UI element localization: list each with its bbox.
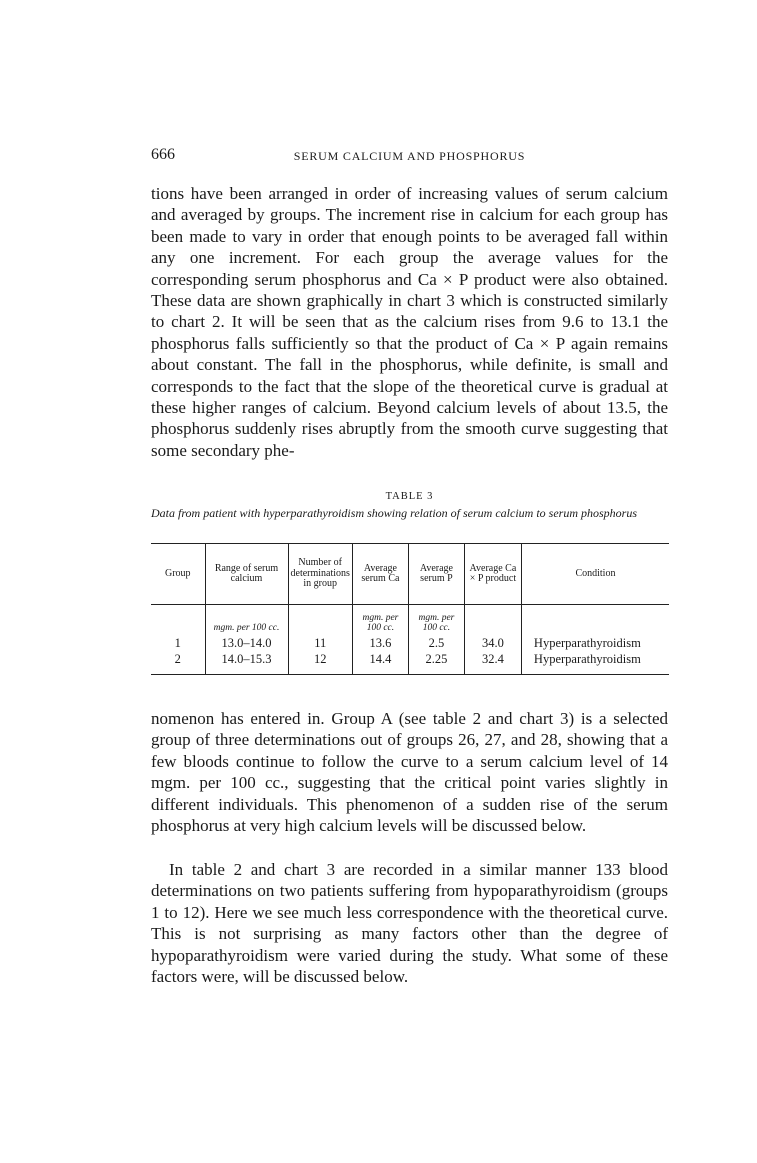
cell-group: 1 xyxy=(174,635,181,650)
table-row xyxy=(151,635,669,651)
table-label: TABLE 3 xyxy=(385,491,434,502)
cell-range: 13.0–14.0 xyxy=(205,635,288,651)
header-average-ca: Average serum Ca xyxy=(352,544,408,605)
header-number: Number of determinations in group xyxy=(288,544,352,605)
cell-number: 12 xyxy=(288,651,352,675)
paragraph-3: In table 2 and chart 3 are recorded in a similar manner 133 blood determinations on two patients suffering from hypoparathyroidism (groups 1 to 12). Here we see much less correspondence with the theoretical curve. This is not surprising as many factors other than the degree of hypoparathyroidism were varied during the study. What some of these factors were, will be discussed below. xyxy=(151,860,668,987)
cell-average-product: 32.4 xyxy=(464,651,521,675)
unit-range: mgm. per 100 cc. xyxy=(205,605,288,636)
header-condition: Condition xyxy=(521,544,669,605)
table-row xyxy=(151,651,669,675)
cell-average-p: 2.25 xyxy=(408,651,464,675)
cell-average-p: 2.5 xyxy=(408,635,464,651)
header-range: Range of serum calcium xyxy=(205,544,288,605)
header-average-product: Average Ca × P product xyxy=(464,544,521,605)
cell-average-product: 34.0 xyxy=(464,635,521,651)
cell-condition: Hyperparathyroidism xyxy=(521,635,669,651)
cell-condition: Hyperparathyroidism xyxy=(521,651,669,675)
cell-group: 2 xyxy=(174,651,181,666)
cell-average-ca: 14.4 xyxy=(352,651,408,675)
table-header-row xyxy=(151,544,669,605)
page-header xyxy=(151,146,668,168)
header-average-p: Average serum P xyxy=(408,544,464,605)
units-row xyxy=(151,605,669,636)
data-table xyxy=(151,543,669,675)
paragraph-2: nomenon has entered in. Group A (see table 2 and chart 3) is a selected group of three determinations out of groups 26, 27, and 28, showing that a few bloods continue to follow the curve to a serum calcium level of 14 mgm. per 100 cc., suggesting that the critical point varies slightly in different individuals. This phenomenon of a sudden rise of the serum phosphorus at very high calcium levels will be discussed below. xyxy=(151,709,668,836)
paragraph-1: tions have been arranged in order of increasing values of serum calcium and averaged by groups. The increment rise in calcium for each group has been made to vary in order that enough points to be averaged fall within any one increment. For each group the average values for the corresponding serum phosphorus and Ca × P product were also obtained. These data are shown graphically in chart 3 which is constructed similarly to chart 2. It will be seen that as the calcium rises from 9.6 to 13.1 the phosphorus falls sufficiently so that the product of Ca × P again remains about constant. The fall in the phosphorus, while definite, is small and corresponds to the fact that the slope of the theoretical curve is gradual at these higher ranges of calcium. Beyond calcium levels of about 13.5, the phosphorus suddenly rises abruptly from the smooth curve suggesting that some secondary phe- xyxy=(151,184,668,460)
cell-range: 14.0–15.3 xyxy=(205,651,288,675)
unit-average-p: mgm. per 100 cc. xyxy=(408,605,464,636)
header-group: Group xyxy=(151,544,205,605)
cell-average-ca: 13.6 xyxy=(352,635,408,651)
table-caption: Data from patient with hyperparathyroidism showing relation of serum calcium to serum phosphorus xyxy=(151,506,637,520)
cell-number: 11 xyxy=(288,635,352,651)
unit-average-ca: mgm. per 100 cc. xyxy=(352,605,408,636)
running-head: SERUM CALCIUM AND PHOSPHORUS xyxy=(293,149,526,163)
page-number: 666 xyxy=(151,146,175,163)
